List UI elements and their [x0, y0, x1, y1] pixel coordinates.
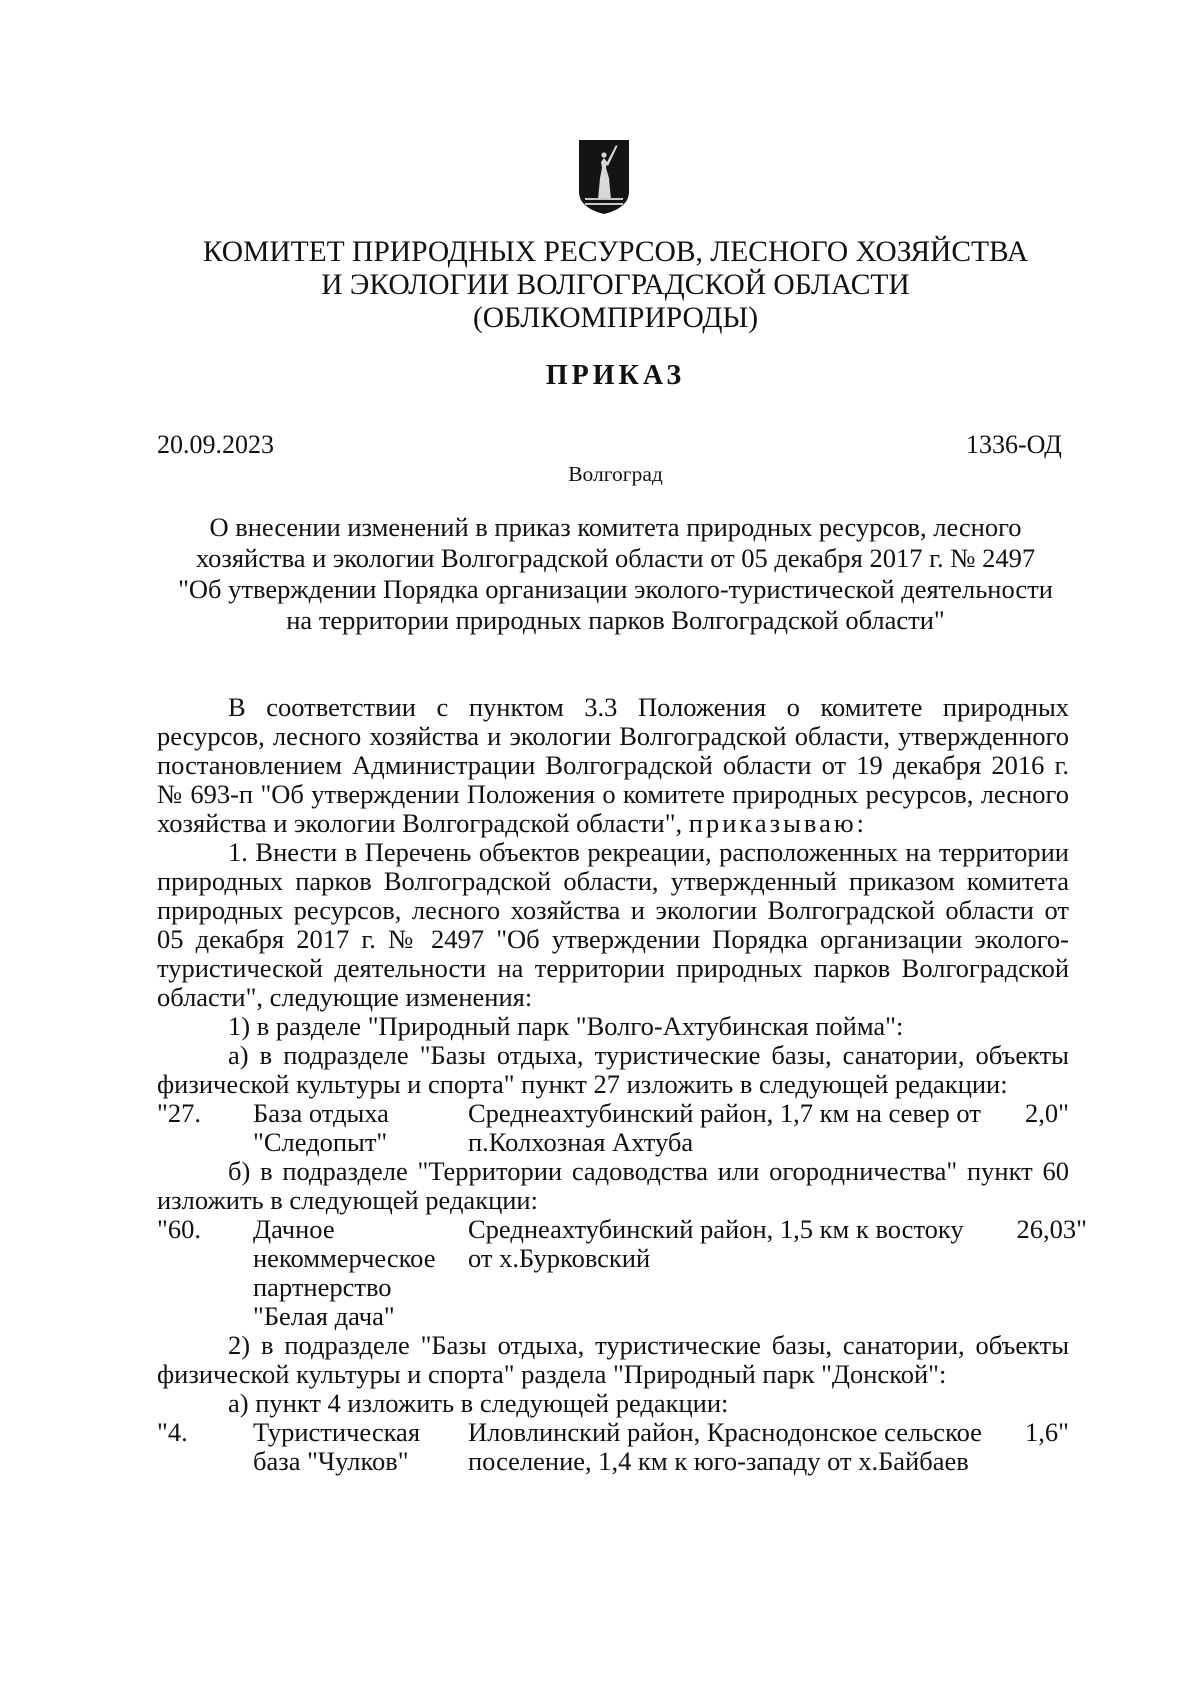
subitem-1b-paragraph: б) в подразделе "Территории садоводства или огородничества" пункт 60 изложить в следующей редакции:	[157, 1156, 1069, 1215]
entry-name-line: База отдыха	[253, 1098, 389, 1128]
entry-location-line: Среднеахтубинский район, 1,5 км к востоку	[468, 1214, 964, 1244]
order-body	[157, 692, 1087, 1476]
entry-location-line: поселение, 1,4 км к юго-западу от х.Байбаев	[468, 1446, 969, 1476]
recreation-entry-4	[157, 1418, 1069, 1476]
subitem-2a-paragraph: а) пункт 4 изложить в следующей редакции:	[228, 1388, 729, 1418]
subject-line-1: О внесении изменений в приказ комитета природных ресурсов, лесного	[209, 512, 1022, 542]
entry-location-line: от х.Бурковский	[468, 1243, 651, 1273]
entry-name-line: партнерство	[253, 1272, 392, 1302]
recreation-entry-27	[157, 1099, 1069, 1157]
recreation-entry-60	[157, 1214, 1087, 1331]
order-subject	[130, 512, 1101, 636]
entry-location-line: Среднеахтубинский район, 1,7 км на север от	[468, 1098, 981, 1128]
entry-name-line: некоммерческое	[253, 1243, 436, 1273]
order-title: ПРИКАЗ	[545, 360, 686, 391]
entry-name-line: "Белая дача"	[253, 1301, 395, 1331]
entry-location-line: Иловлинский район, Краснодонское сельское	[468, 1417, 982, 1447]
entry-name-line: "Следопыт"	[253, 1127, 388, 1157]
subitem-1-paragraph: 1) в разделе "Природный парк "Волго-Ахтубинская пойма":	[228, 1011, 904, 1041]
item-1-paragraph: 1. Внести в Перечень объектов рекреации, расположенных на территории природных парков Волгоградской области, утвержденный приказом комитета природных ресурсов, лесного хозяйства и экологии Волгоградской области от 05 декабря 2017 г. № 2497 "Об утверждении Порядка организации эколого-туристической деятельности на территории природных парков Волгоградской области", следующие изменения:	[157, 837, 1069, 1012]
entry-location-line: п.Колхозная Ахтуба	[468, 1127, 694, 1157]
org-name-line-2: И ЭКОЛОГИИ ВОЛГОГРАДСКОЙ ОБЛАСТИ	[321, 269, 910, 301]
entry-area: 1,6"	[1025, 1417, 1069, 1447]
volgograd-coat-of-arms-icon	[579, 140, 629, 214]
order-number: 1336-ОД	[966, 430, 1062, 459]
subject-line-3: "Об утверждении Порядка организации эколого-туристической деятельности	[178, 574, 1053, 604]
entry-number: "4.	[157, 1417, 188, 1447]
entry-area: 2,0"	[1025, 1098, 1069, 1128]
entry-name-line: Дачное	[253, 1214, 335, 1244]
subitem-1a-paragraph: а) в подразделе "Базы отдыха, туристические базы, санатории, объекты физической культуры и спорта" пункт 27 изложить в следующей редакции:	[157, 1040, 1069, 1099]
entry-number: "27.	[157, 1098, 201, 1128]
organization-header	[0, 236, 1200, 335]
order-date: 20.09.2023	[157, 430, 274, 459]
org-name-line-3: (ОБЛКОМПРИРОДЫ)	[472, 302, 759, 334]
order-word: приказываю:	[688, 808, 868, 838]
entry-area: 26,03"	[1016, 1214, 1087, 1244]
order-city: Волгоград	[568, 462, 663, 486]
entry-name-line: база "Чулков"	[253, 1446, 409, 1476]
preamble-paragraph	[157, 693, 1069, 838]
preamble-text: В соответствии с пунктом 3.3 Положения о комитете природных ресурсов, лесного хозяйства и экологии Волгоградской области, утвержденного постановлением Администрации Волгоградской области от 19 декабря 2016 г. № 693-п "Об утверждении Положения о комитете природных ресурсов, лесного хозяйства и экологии Волгоградской области",	[157, 692, 1069, 838]
subject-line-4: на территории природных парков Волгоградской области"	[286, 605, 945, 635]
entry-name-line: Туристическая	[253, 1417, 421, 1447]
org-name-line-1: КОМИТЕТ ПРИРОДНЫХ РЕСУРСОВ, ЛЕСНОГО ХОЗЯЙСТВА	[202, 236, 1029, 268]
entry-number: "60.	[157, 1214, 201, 1244]
subject-line-2: хозяйства и экологии Волгоградской области от 05 декабря 2017 г. № 2497	[195, 543, 1036, 573]
subitem-2-paragraph: 2) в подразделе "Базы отдыха, туристические базы, санатории, объекты физической культуры и спорта" раздела "Природный парк "Донской":	[157, 1330, 1069, 1389]
